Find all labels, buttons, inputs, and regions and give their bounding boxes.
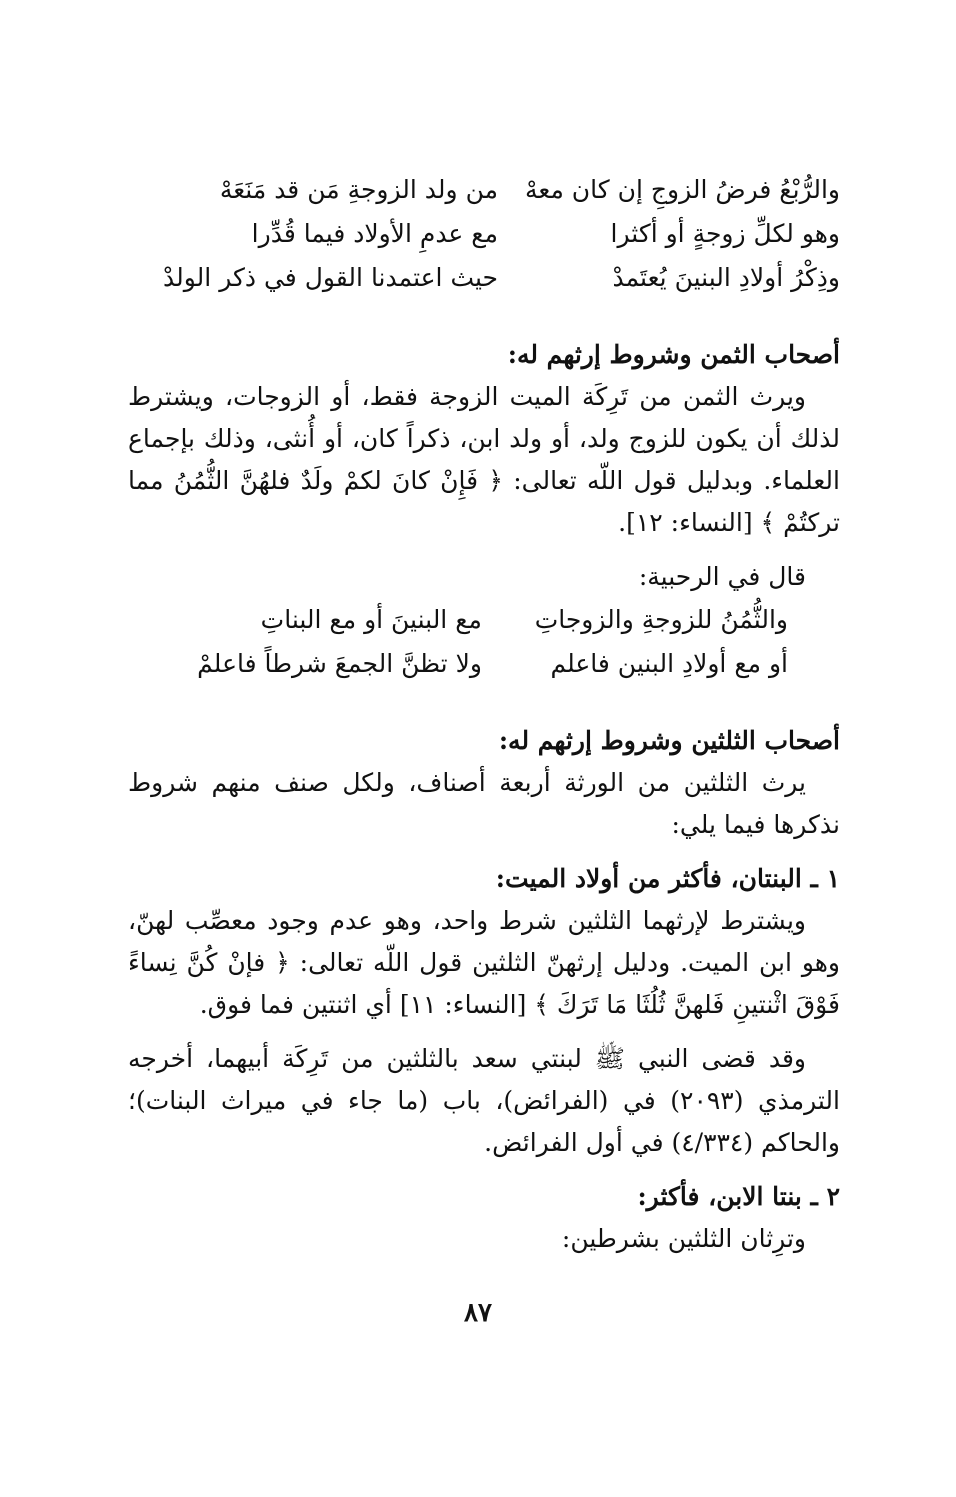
verse-line (128, 642, 788, 686)
verses-rahbiyya (128, 598, 840, 686)
verse-hemistich-first: والرُّبْعُ فرضُ الزوجِ إن كان معهْ (524, 175, 840, 204)
paragraph: ويشترط لإرثهما الثلثين شرط واحد، وهو عدم وجود معصِّب لهنّ، وهو ابن الميت. ودليل إرثهنّ الثلثين قول اللّه تعالى: ﴿ فإنْ كُنَّ نِساءً فَوْقَ اثْنتينِ فَلهنَّ ثُلُثَا مَا تَرَكَ ﴾ [النساء: ١١] أي اثنتين فما فوق. (128, 906, 840, 1019)
verse-hemistich-second: ولا تظنَّ الجمعَ شرطاً فاعلمْ (197, 649, 482, 678)
verse-hemistich-second: من ولد الزوجةِ مَن قد مَنَعَهْ (219, 175, 498, 204)
verse-line (128, 598, 788, 642)
section-heading: أصحاب الثلثين وشروط إرثهم له: (498, 726, 840, 755)
verse-hemistich-second: مع البنينَ أو مع البناتِ (260, 605, 482, 634)
verses-top (128, 168, 840, 300)
page-number: ٨٧ (464, 1298, 492, 1328)
paragraph: وقد قضى النبي ﷺ لبنتي سعد بالثلثين من تَرِكَة أبيهما، أخرجه الترمذي (٢٠٩٣) في (الفرائض)، باب (ما جاء في ميراث البنات)؛ والحاكم (٤/٣٣٤) في أول الفرائض. (128, 1044, 840, 1157)
verse-line (128, 168, 840, 212)
verse-hemistich-second: مع عدمِ الأولاد فيما قُدِّرا (251, 219, 498, 248)
verse-hemistich-first: أو مع أولادِ البنين فاعلم (550, 649, 788, 678)
section-heading: أصحاب الثمن وشروط إرثهم له: (507, 340, 840, 369)
paragraph: يرث الثلثين من الورثة أربعة أصناف، ولكل صنف منهم شروط نذكرها فيما يلي: (128, 768, 840, 839)
paragraph-line: وترِثان الثلثين بشرطين: (561, 1224, 806, 1253)
verse-line (128, 256, 840, 300)
section-eighth (128, 334, 840, 686)
verse-hemistich-second: حيث اعتمدنا القول في ذكر الولدْ (163, 263, 498, 292)
page-body (128, 168, 840, 1280)
paragraph: ويرث الثمن من تَرِكَة الميت الزوجة فقط، أو الزوجات، ويشترط لذلك أن يكون للزوج ولد، أو ولد ابن، ذكراً كان، أو أُنثى، وذلك بإجماع العلماء. وبدليل قول اللّه تعالى: ﴿ فَإِنْ كانَ لكمْ ولَدٌ فلهُنَّ الثُّمُنُ مما تركتُمْ ﴾ [النساء: ١٢]. (128, 382, 840, 537)
verse-line (128, 212, 840, 256)
subsection-heading: ١ ـ البنتان، فأكثر من أولاد الميت: (495, 864, 840, 893)
section-two-thirds (128, 720, 840, 1260)
subsection-heading: ٢ ـ بنتا الابن، فأكثر: (637, 1182, 840, 1211)
verse-hemistich-first: وهو لكلِّ زوجةٍ أو أكثرا (610, 219, 840, 248)
verse-intro: قال في الرحبية: (638, 562, 806, 591)
verse-hemistich-first: والثُّمُنُ للزوجةِ والزوجاتِ (534, 605, 788, 634)
verse-hemistich-first: وذِكْرُ أولادِ البنينَ يُعتَمدْ (612, 263, 840, 292)
